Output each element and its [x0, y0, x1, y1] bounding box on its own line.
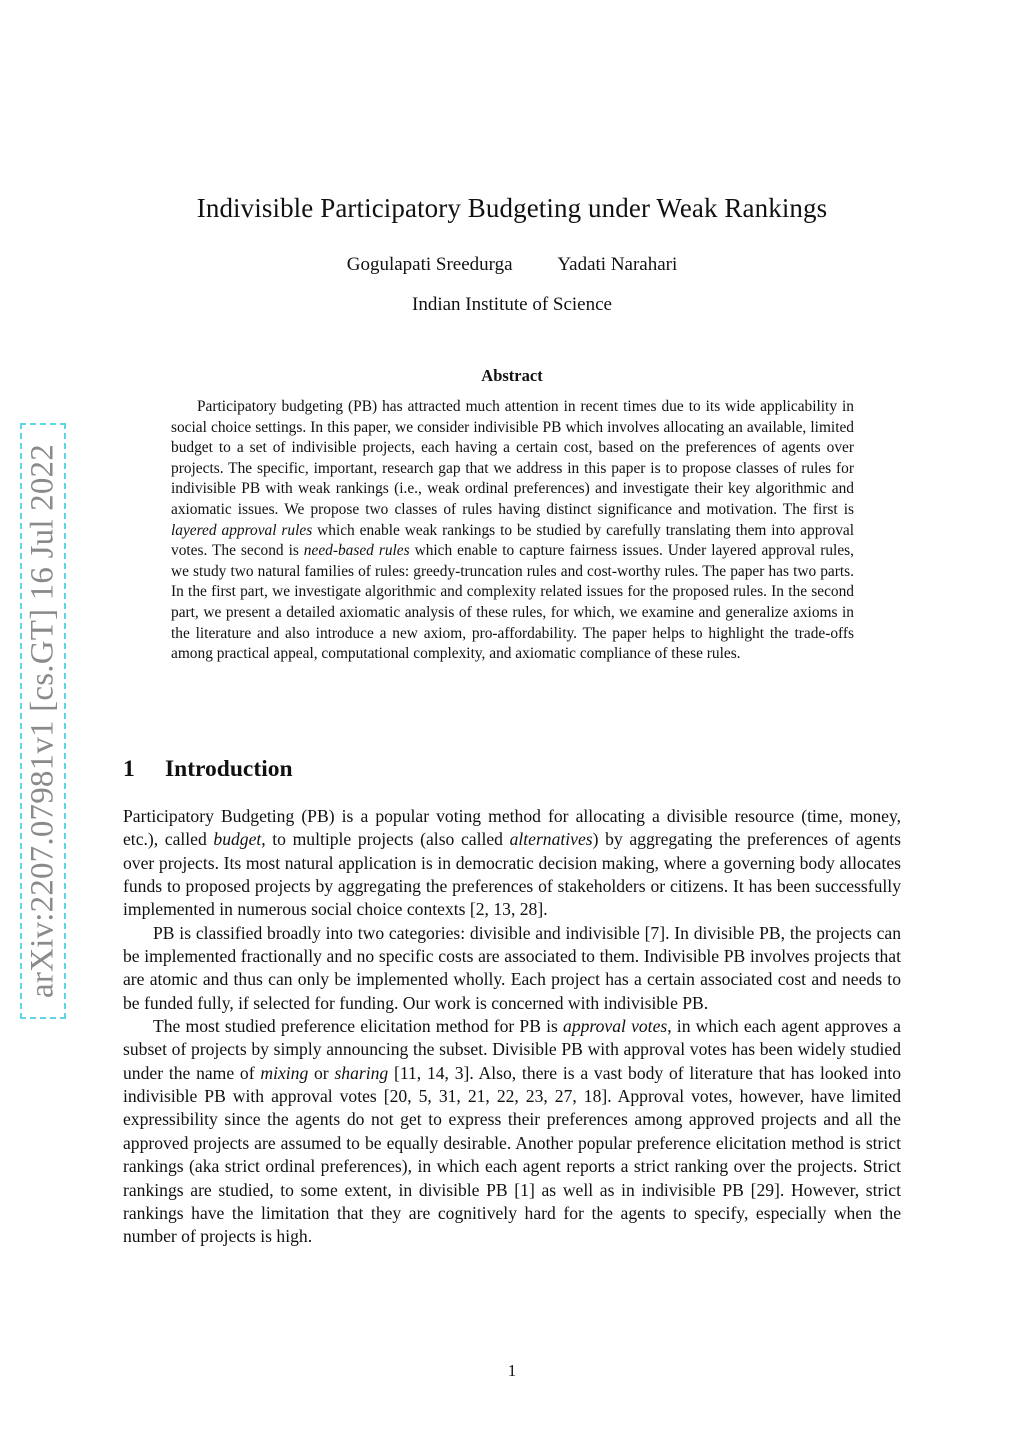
abstract-text: which enable weak rankings to be studied by carefully translating them into approval votes. The second is [171, 521, 855, 560]
emphasis: alternatives [509, 829, 593, 850]
emphasis: sharing [334, 1062, 389, 1083]
abstract-text: Participatory budgeting (PB) has attracted much attention in recent times due to its wide applicability in social choice settings. In this paper, we consider indivisible PB which involves allocating an available, limited budget to a set of indivisible projects, each having a certain cost, based on the preferences of agents over projects. The specific, important, research gap that we address in this paper is to propose classes of rules for indivisible PB with weak rankings (i.e., weak ordinal preferences) and investigate their key algorithmic and axiomatic issues. We propose two classes of rules having distinct significance and motivation. The first is [171, 398, 854, 518]
paragraph-text: , in which each agent approves a subset of projects by simply announcing the subset. Divisible PB with approval votes has been widely studied under the name of [123, 1016, 901, 1083]
paragraph: PB is classified broadly into two categories: divisible and indivisible [7]. In divisible PB, the projects can be implemented fractionally and no specific costs are associated to them. Indivisible PB involves projects that are atomic and thus can only be implemented wholly. Each project has a certain associated cost and needs to be funded fully, if selected for funding. Our work is concerned with indivisible PB. [123, 922, 901, 1013]
author-name: Gogulapati Sreedurga [346, 254, 513, 275]
author-list [0, 254, 1024, 276]
emphasis: approval votes [563, 1016, 668, 1037]
paragraph-text: or [308, 1062, 335, 1083]
section-title: Introduction [165, 756, 293, 782]
paragraph [123, 805, 901, 922]
abstract-body [171, 397, 854, 665]
emphasis: mixing [260, 1062, 309, 1083]
abstract-text: which enable to capture fairness issues. Under layered approval rules, we study two natural families of rules: greedy-truncation rules and cost-worthy rules. The paper has two parts. In the first part, we investigate algorithmic and complexity related issues for the proposed rules. In the second part, we present a detailed axiomatic analysis of these rules, for which, we examine and generalize axioms in the literature and also introduce a new axiom, pro-affordability. The paper helps to highlight the trade-offs among practical appeal, computational complexity, and axiomatic compliance of these rules. [171, 542, 854, 663]
paragraph-text: ) by aggregating the preferences of agents over projects. Its most natural application is in democratic decision making, where a governing body allocates funds to proposed projects by aggregating the preferences of stakeholders or citizens. It has been successfully implemented in numerous social choice contexts [2, 13, 28]. [123, 829, 901, 920]
paragraph-text: Participatory Budgeting (PB) is a popular voting method for allocating a divisible resource (time, money, etc.), called [123, 806, 901, 850]
abstract-emphasis: layered approval rules [171, 521, 313, 539]
abstract-heading: Abstract [481, 366, 543, 385]
page-number: 1 [507, 1361, 517, 1380]
paragraph [123, 1015, 901, 1248]
author-name: Yadati Narahari [557, 254, 678, 275]
paragraph-text: [11, 14, 3]. Also, there is a vast body of literature that has looked into indivisible PB with approval votes [20, 5, 31, 21, 22, 23, 27, 18]. Approval votes, however, have limited expressibility since the agents do not get to express their preferences among approved projects and all the approved projects are assumed to be equally desirable. Another popular preference elicitation method is strict rankings (aka strict ordinal preferences), in which each agent reports a strict ranking over the projects. Strict rankings are studied, to some extent, in divisible PB [1] as well as in indivisible PB [29]. However, strict rankings have the limitation that they are cognitively hard for the agents to specify, especially when the number of projects is high. [123, 1062, 902, 1247]
abstract-emphasis: need-based rules [303, 542, 410, 560]
arxiv-identifier[interactable]: arXiv:2207.07981v1 [cs.GT] 16 Jul 2022 [24, 444, 61, 998]
introduction-body [123, 805, 901, 1249]
section-number: 1 [123, 756, 135, 782]
emphasis: budget [213, 829, 262, 850]
paragraph-text: , to multiple projects (also called [261, 829, 510, 850]
section-heading [123, 756, 293, 783]
affiliation: Indian Institute of Science [412, 294, 612, 315]
paragraph-text: The most studied preference elicitation method for PB is [153, 1016, 564, 1037]
paper-title: Indivisible Participatory Budgeting under Weak Rankings [196, 193, 828, 223]
